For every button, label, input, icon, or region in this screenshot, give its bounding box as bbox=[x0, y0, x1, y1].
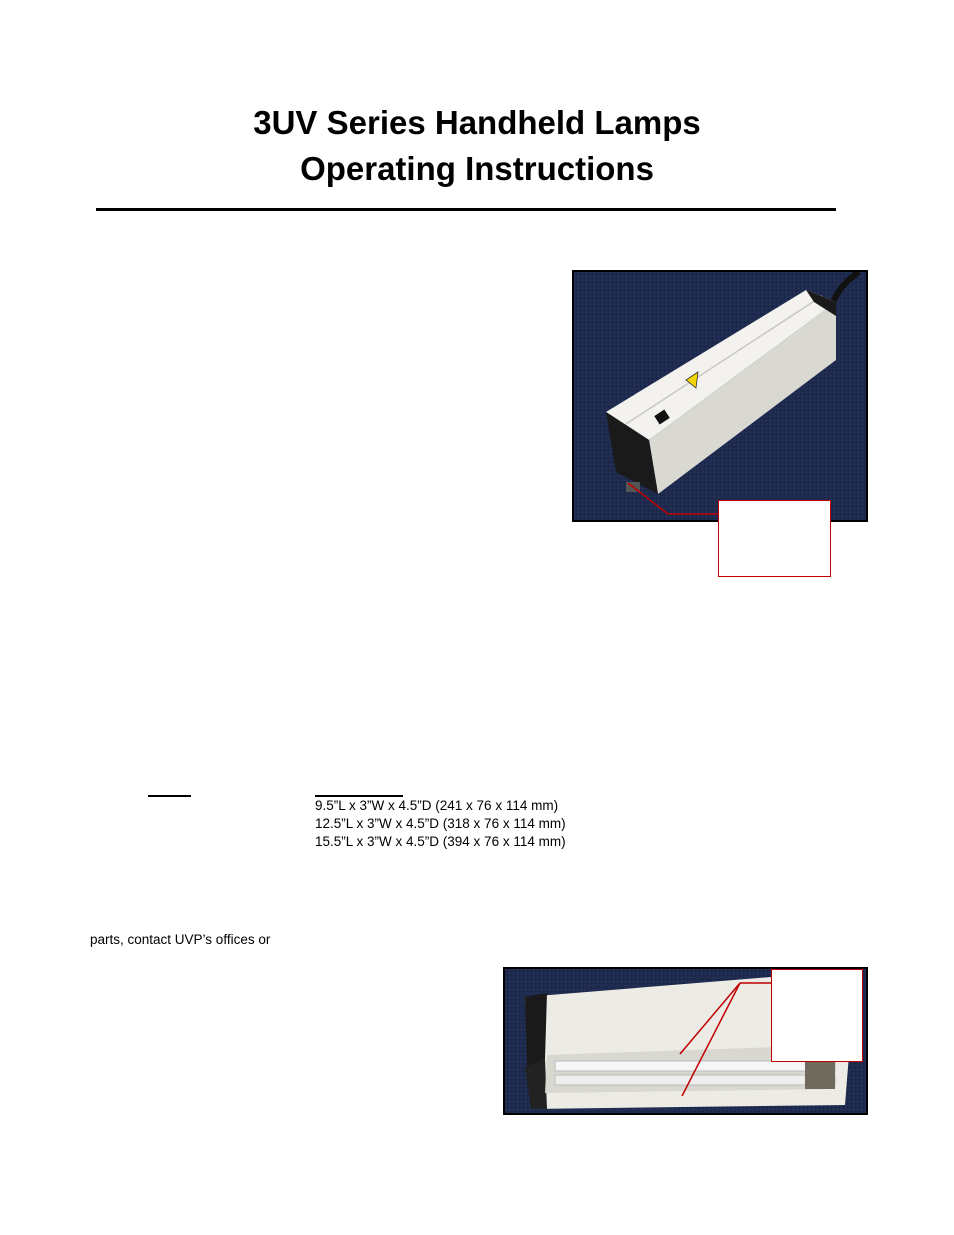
contact-text-fragment: parts, contact UVP’s offices or bbox=[90, 932, 271, 947]
title-divider-accent bbox=[96, 209, 188, 210]
section-underline-short bbox=[148, 795, 191, 797]
lamp-closed-photo bbox=[572, 270, 868, 522]
callout-box-1 bbox=[718, 500, 831, 577]
title-divider bbox=[96, 208, 836, 211]
document-title-line2: Operating Instructions bbox=[300, 150, 654, 187]
document-title-line1: 3UV Series Handheld Lamps bbox=[253, 104, 701, 141]
callout-box-2 bbox=[771, 969, 863, 1062]
dimension-line-3: 15.5”L x 3”W x 4.5”D (394 x 76 x 114 mm) bbox=[315, 834, 566, 849]
dimension-line-2: 12.5”L x 3”W x 4.5”D (318 x 76 x 114 mm) bbox=[315, 816, 566, 831]
dimension-line-1: 9.5”L x 3”W x 4.5”D (241 x 76 x 114 mm) bbox=[315, 798, 559, 813]
